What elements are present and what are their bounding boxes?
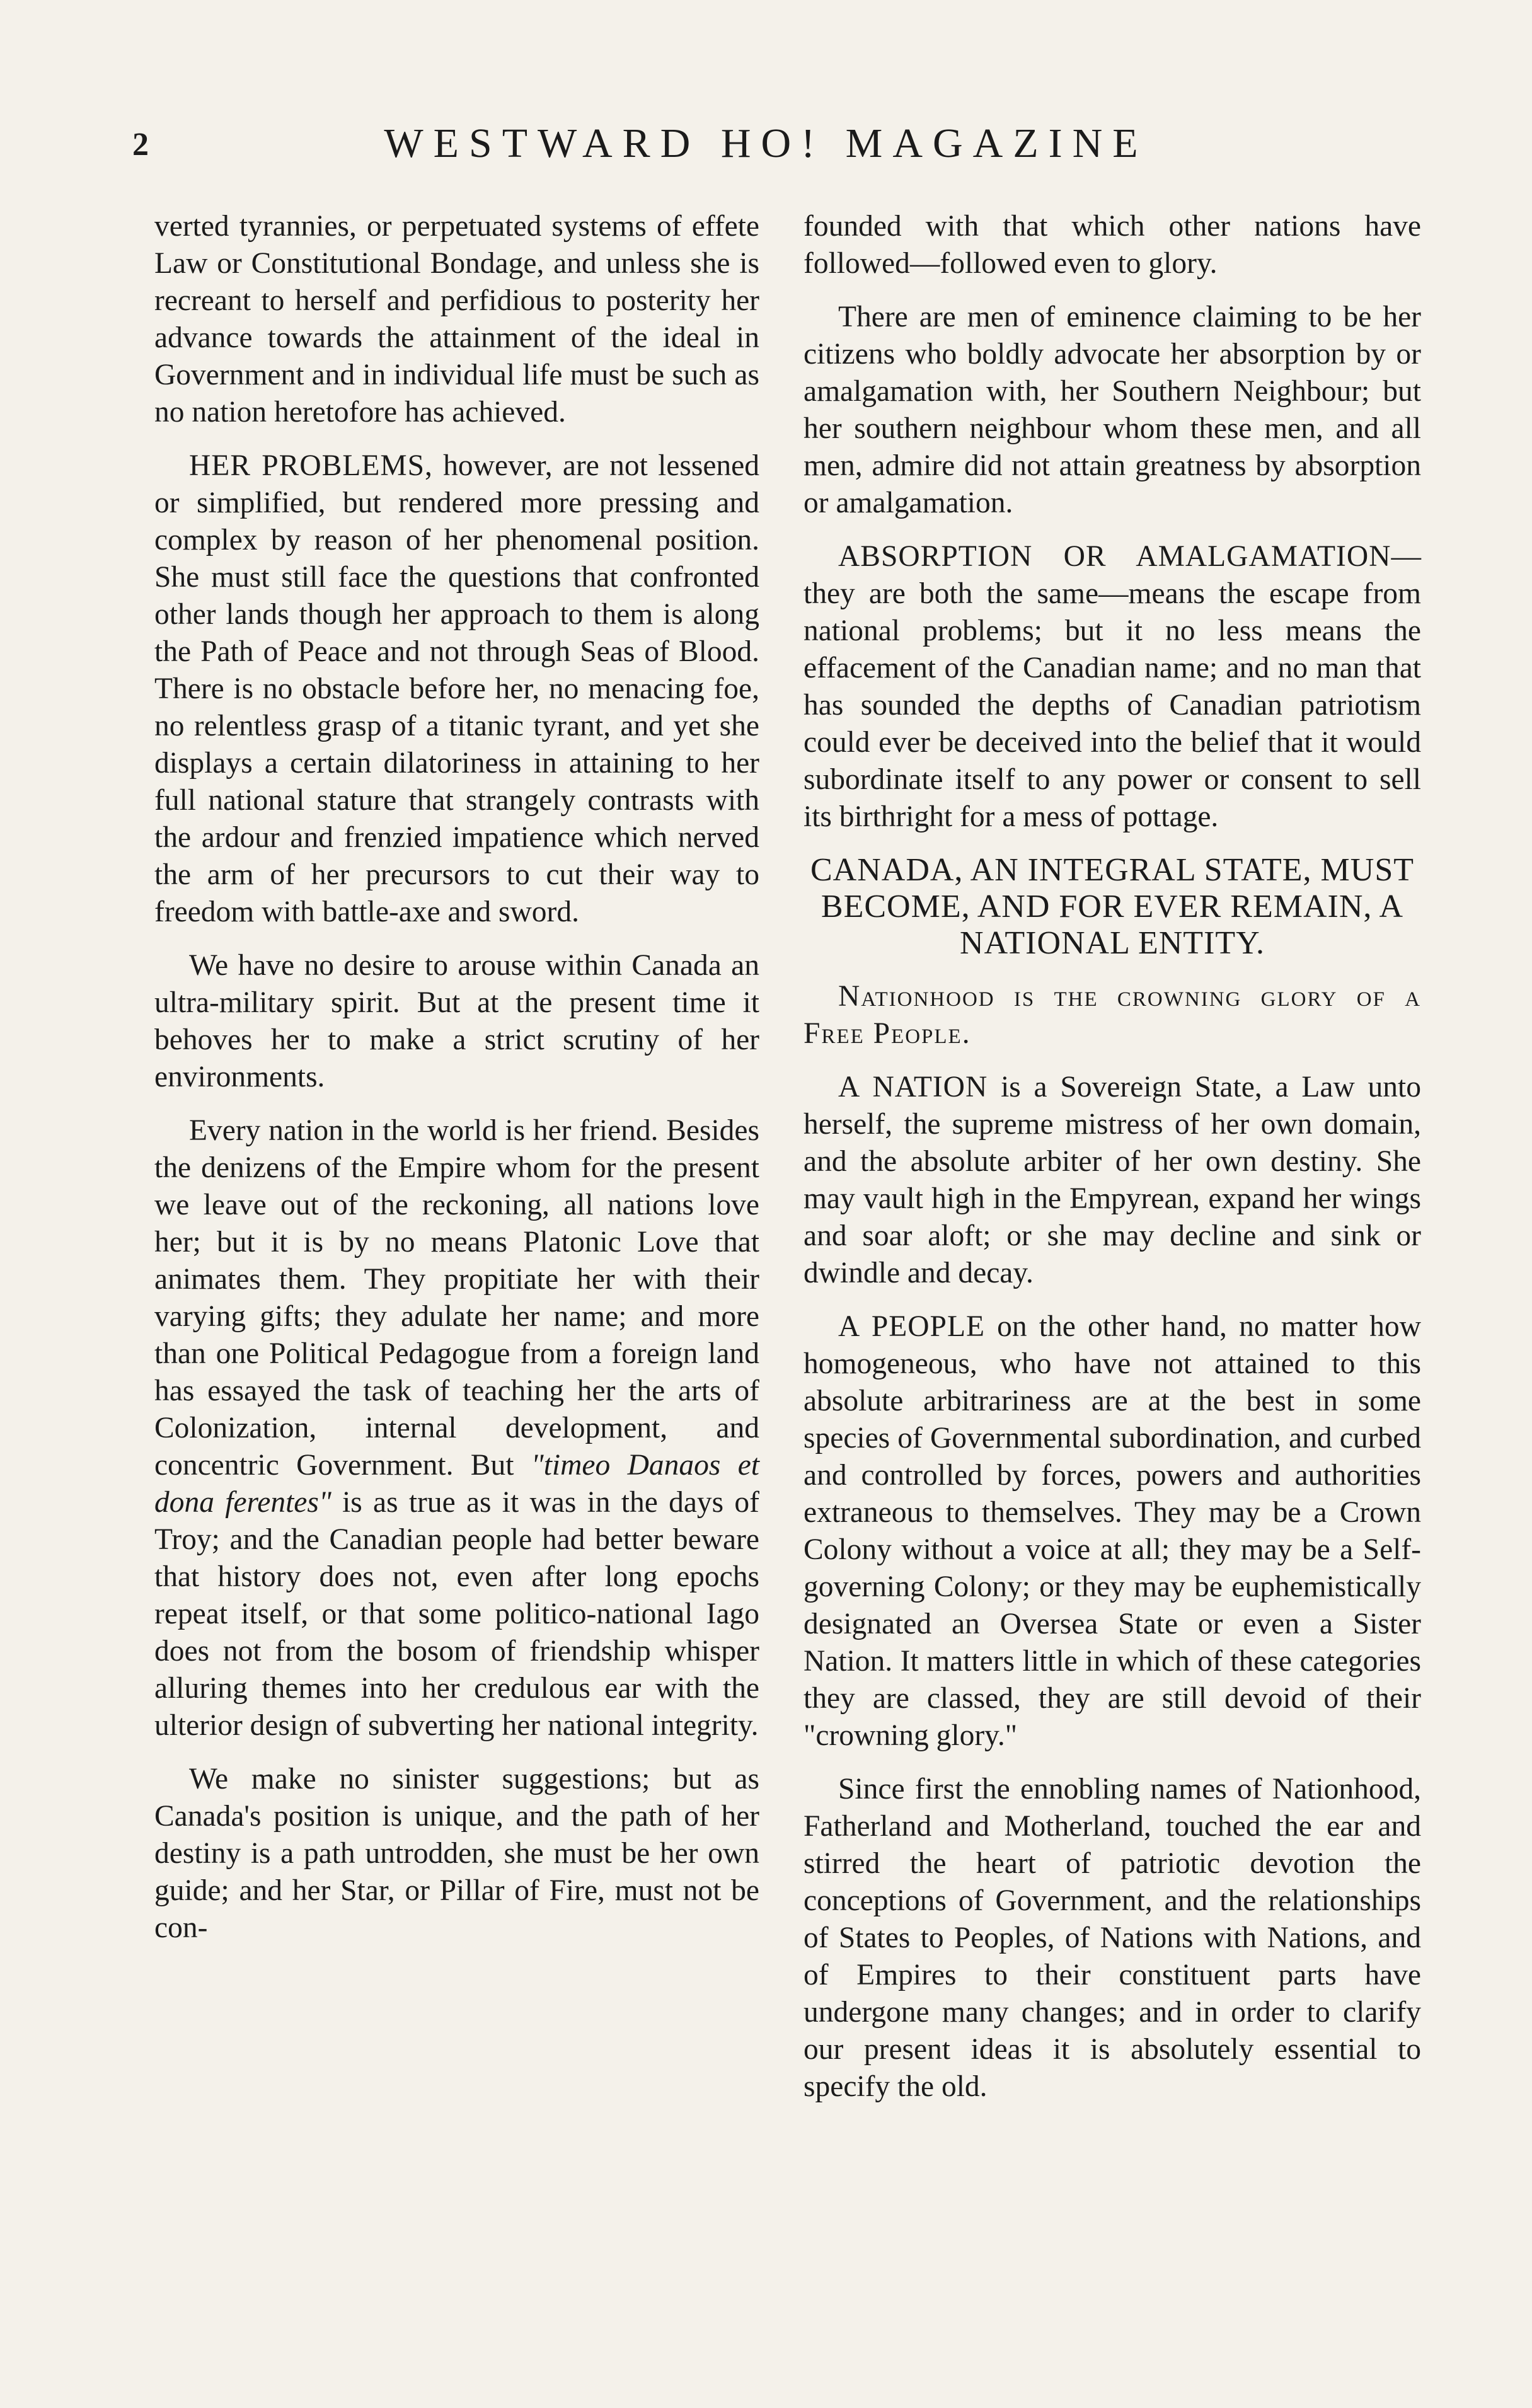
paragraph — [154, 447, 759, 931]
left-column — [154, 208, 759, 1963]
paragraph-text: on the other hand, no matter how homogeneous, who have not attained to this absolute arbitrariness are at the best in some species of Governmental subordination, and curbed and controlled by forces, powers and authorities extraneous to themselves. They may be a Crown Colony without a voice at all; they may be a Self-governing Colony; or they may be euphemistically designated an Oversea State or even a Sister Nation. It matters little in which of these categories they are classed, they are still devoid of their "crowning glory." — [803, 1310, 1421, 1752]
paragraph — [803, 1308, 1421, 1754]
paragraph — [154, 1112, 759, 1744]
paragraph: Since first the ennobling names of Nationhood, Fatherland and Motherland, touched the ear and stirred the heart of patriotic devotion the conceptions of Government, and the relationships of States to Peoples, of Nations with Nations, and of Empires to their constituent parts have undergone many changes; and in order to clarify our present ideas it is absolutely essential to specify the old. — [803, 1773, 1421, 2103]
lead-phrase: ABSORPTION OR AMALGAMATION — [838, 540, 1391, 573]
paragraph: We make no sinister suggestions; but as Canada's position is unique, and the path of her destiny is a path untrodden, she must be her own guide; and her Star, or Pillar of Fire, must not be con- — [154, 1763, 759, 1944]
section-heading: CANADA, AN INTEGRAL STATE, MUST BECOME, AND FOR EVER REMAIN, A NATIONAL ENTITY. — [810, 852, 1414, 961]
paragraph: There are men of eminence claiming to be her citizens who boldly advocate her absorption by or amalgamation with, her Southern Neighbour; but her southern neighbour whom these men, and all men, admire did not attain greatness by absorption or amalgamation. — [803, 301, 1421, 519]
paragraph — [803, 538, 1421, 836]
right-column — [803, 208, 1421, 2122]
section-subheading: Nationhood is the crowning glory of a Free People. — [803, 980, 1421, 1050]
page-header — [0, 120, 1532, 176]
page-number: 2 — [132, 127, 149, 163]
paragraph: We have no desire to arouse within Canada an ultra-military spirit. But at the present time it behoves her to make a strict scrutiny of her environments. — [154, 949, 759, 1093]
magazine-title: WESTWARD HO! MAGAZINE — [384, 120, 1148, 166]
paragraph-text: —they are both the same—means the escape from national problems; but it no less means the effacement of the Canadian name; and no man that has sounded the depths of Canadian patriotism could ever be deceived into the belief that it would subordinate itself to any power or consent to sell its birthright for a mess of pottage. — [803, 540, 1421, 833]
paragraph-text: is as true as it was in the days of Troy; and the Canadian people had better beware that history does not, even after long epochs repeat itself, or that some politico-national Iago does not from the bosom of friendship whisper alluring themes into her credulous ear with the ulterior design of subverting her national integrity. — [154, 1486, 759, 1742]
paragraph: founded with that which other nations have followed—followed even to glory. — [803, 210, 1421, 280]
lead-phrase: HER PROBLEMS, — [189, 449, 433, 482]
paragraph: verted tyrannies, or perpetuated systems of effete Law or Constitutional Bondage, and unless she is recreant to herself and perfidious to posterity her advance towards the attainment of the ideal in Government and in individual life must be such as no nation heretofore has achieved. — [154, 210, 759, 429]
latin-quote: "timeo Danaos et dona ferentes" — [154, 1449, 759, 1519]
paragraph-text: is a Sovereign State, a Law unto herself, the supreme mistress of her own domain, and the absolute arbiter of her own destiny. She may vault high in the Empyrean, expand her wings and soar aloft; or she may decline and sink or dwindle and decay. — [803, 1071, 1421, 1289]
paragraph-text: Every nation in the world is her friend. Besides the denizens of the Empire whom for the present we leave out of the reckoning, all nations love her; but it is by no means Platonic Love that animates them. They propitiate her with their varying gifts; they adulate her name; and more than one Political Pedagogue from a foreign land has essayed the task of teaching her the arts of Colonization, internal development, and concentric Government. But — [154, 1114, 759, 1482]
paragraph — [803, 1069, 1421, 1292]
lead-phrase: A PEOPLE — [838, 1310, 986, 1343]
lead-phrase: A NATION — [838, 1071, 988, 1103]
paragraph-text: however, are not lessened or simplified, but rendered more pressing and complex by reason of her phenomenal position. She must still face the questions that confronted other lands though her approach to them is along the Path of Peace and not through Seas of Blood. There is no obstacle before her, no menacing foe, no relentless grasp of a titanic tyrant, and yet she displays a certain dilatoriness in attaining to her full national stature that strangely contrasts with the ardour and frenzied impatience which nerved the arm of her precursors to cut their way to freedom with battle-axe and sword. — [154, 449, 759, 928]
